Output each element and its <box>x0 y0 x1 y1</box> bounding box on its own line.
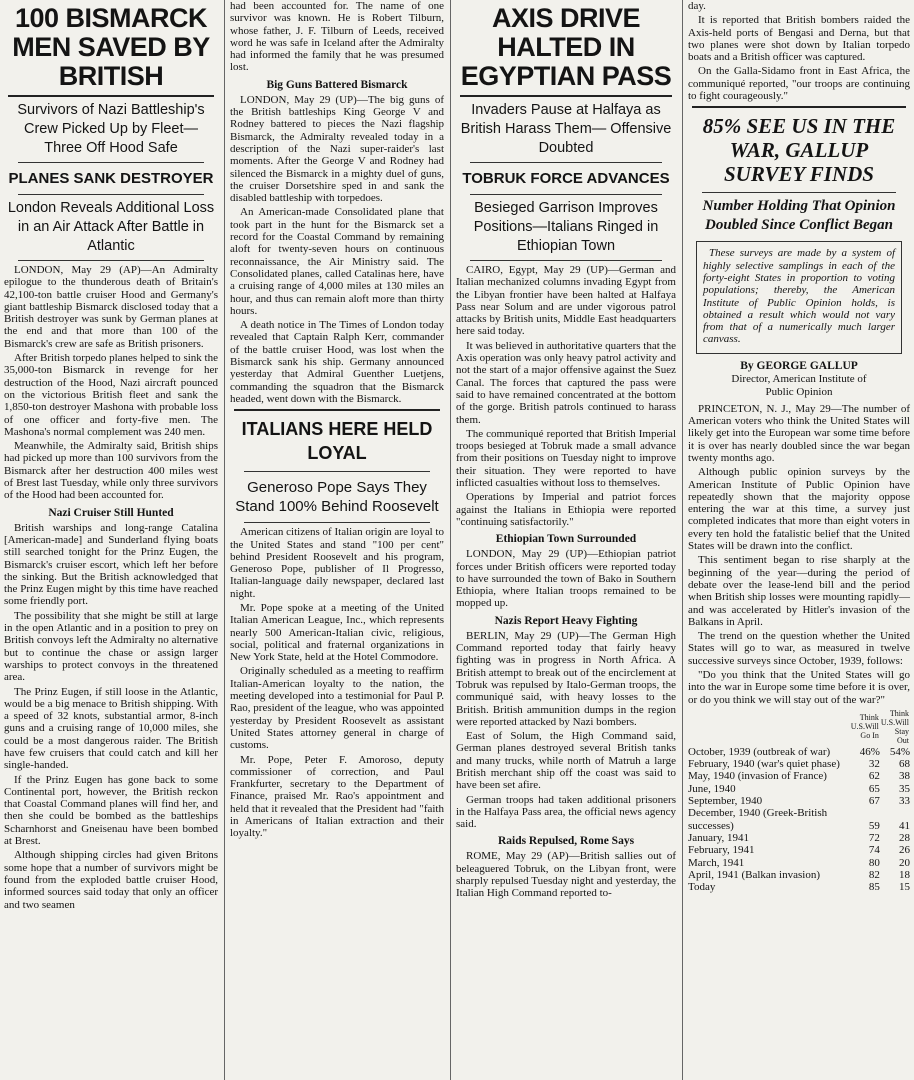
table-cell-stay-out: 35 <box>899 782 910 795</box>
paragraph: The trend on the question whether the United States will go to war, as measured in twelve successive surveys since October, 1939, follows: <box>688 630 910 667</box>
paragraph: Although public opinion surveys by the American Institute of Public Opinion have repeatedly shown that the majority oppose entering the war at this time, a survey just completed indicates that more than eight voters in every ten hold the fatalistic belief that the United States will be drawn into the conflict. <box>688 466 910 553</box>
paragraph: An American-made Consolidated plane that took part in the hunt for the Bismarck set a record for the Coastal Command by remaining aloft for twenty-seven hours on continuous reconnaissance, the Air Ministry said. The Consolidated planes, called Catalinas here, have a cruising range of 4,000 miles at 130 miles an hour, and thus can remain aloft more than thirty hours. <box>230 206 444 317</box>
divider <box>8 95 214 97</box>
deck-london-reveals: London Reveals Additional Loss in an Air Attack After Battle in Atlantic <box>7 200 215 254</box>
paragraph: Mr. Pope, Peter F. Amoroso, deputy commissioner of correction, and Paul Frankfurter, secretary to the Department of Finance, praised Mr. Rao's appointment and held that it revealed that the President had "faith in Americans of Italian extraction and their loyalty." <box>230 753 444 840</box>
divider <box>470 194 662 195</box>
byline-title: Public Opinion <box>765 385 833 398</box>
column-rule <box>682 0 683 1080</box>
deck-generoso-pope: Generoso Pope Says They Stand 100% Behind Roosevelt <box>235 479 439 516</box>
table-header-stay-out: Think U.S.Will Stay Out <box>880 708 909 745</box>
subhead-ethiopian-town: Ethiopian Town Surrounded <box>495 533 637 546</box>
divider <box>702 192 896 193</box>
deck-invaders-pause: Invaders Pause at Halfaya as British Harass Them— Offensive Doubted <box>460 102 672 156</box>
table-cell-period: February, 1940 (war's quiet phase) <box>688 758 840 771</box>
paragraph: LONDON, May 29 (UP)—The big guns of the British battleships King George V and Rodney battered to pieces the Nazi flagship Bismarck, the Admiralty revealed today in a description of the Nazi super-raider's last moments. After the George V and Rodney had silenced the Bismarck in a mighty duel of guns, the cruiser Dorsetshire sped in and sank the disabled battleship with torpedoes. <box>230 93 444 205</box>
table-header-go-in: Think U.S.Will Go In <box>850 713 879 741</box>
paragraph: The possibility that she might be still at large in the open Atlantic and in a position to prey on British convoys left the Admiralty no alternative but to continue the chase or assign larger warships to protect convoys in the threatened area. <box>4 609 218 684</box>
table-cell-go-in: 82 <box>868 868 880 881</box>
deck-besieged-garrison: Besieged Garrison Improves Positions—Italians Ringed in Ethiopian Town <box>473 200 659 254</box>
table-cell-go-in: 74 <box>868 844 880 857</box>
subhead-nazi-cruiser: Nazi Cruiser Still Hunted <box>48 506 174 519</box>
paragraph: BERLIN, May 29 (UP)—The German High Command reported today that fairly heavy fighting was in progress in North Africa. A British attempt to break out of the encirclement at Tobruk was repulsed by Italo-German troops, the communiqué said, with heavy losses to the British. British ammunition dumps in the region were reported attacked by Nazi bombers. <box>456 629 676 728</box>
divider <box>692 106 906 108</box>
table-row <box>688 746 910 758</box>
byline-title: Director, American Institute of <box>731 372 867 385</box>
divider <box>470 260 662 261</box>
article-body <box>4 264 218 911</box>
methodology-note-box <box>696 241 902 353</box>
table-cell-go-in: 46% <box>859 745 880 758</box>
table-row <box>688 795 910 807</box>
table-cell-go-in: 80 <box>868 856 880 869</box>
divider <box>460 95 672 97</box>
table-cell-go-in: 62 <box>868 770 880 783</box>
paragraph: It was believed in authoritative quarters that the Axis operation was only heavy patrol activity and not the start of a major offensive against the Suez Canal. The forces that captured the pass were said to have remained concentrated at the bottom of the gorge. British patrols continued to harass them. <box>456 339 676 426</box>
paragraph: The Prinz Eugen, if still loose in the Atlantic, would be a big menace to British shipping. With a speed of 32 knots, substantial armor, 8-inch guns and a cruising range of 10,000 miles, she could be a most dangerous raider. The British have few cruisers that could catch and kill her single-handed. <box>4 685 218 772</box>
divider <box>234 409 440 411</box>
table-cell-period: April, 1941 (Balkan invasion) <box>688 868 820 881</box>
subhead-raids-repulsed: Raids Repulsed, Rome Says <box>497 835 635 848</box>
paragraph: On the Galla-Sidamo front in East Africa, the communiqué reported, "our troops are continuing to fight courageously." <box>688 65 910 103</box>
table-cell-go-in: 65 <box>868 782 880 795</box>
table-cell-stay-out: 18 <box>899 868 910 881</box>
paragraph: LONDON, May 29 (AP)—An Admiralty epilogue to the thunderous death of Britain's 42,100-ton battle cruiser Hood and Germany's giant battleship Bismarck disclosed today that a British destroyer was sunk by German planes at the end and that more than 100 of the Bismarck's crew are safe as British prisoners. <box>4 264 218 350</box>
divider <box>244 471 430 472</box>
paragraph: Meanwhile, the Admiralty said, British ships had picked up more than 100 survivors from the Bismarck after her destruction 400 miles west of Brest last Tuesday, while only three survivors of the Hood had been accounted for. <box>4 440 218 502</box>
divider <box>18 162 204 163</box>
paragraph: East of Solum, the High Command said, German planes destroyed several British tanks and many trucks, while north of Matruh a large British merchant ship off the coast was said to have been set afire. <box>456 730 676 792</box>
table-row <box>688 869 910 881</box>
paragraph: PRINCETON, N. J., May 29—The number of American voters who think the United States will likely get into the European war some time before it is over has nearly doubled since the war began twenty months ago. <box>688 402 910 464</box>
table-header-row <box>688 708 910 746</box>
table-row <box>688 783 910 795</box>
column-axis-drive <box>452 0 680 1080</box>
paragraph: The communiqué reported that British Imperial troops besieged at Tobruk made a small advance from their positions on Tuesday night to improve their situation. They were reported to have inflicted casualties without loss to themselves. <box>456 427 676 490</box>
headline-gallup: 85% SEE US IN THE WAR, GALLUP SURVEY FINDS <box>702 114 896 187</box>
column-rule <box>224 0 225 1080</box>
table-cell-period: October, 1939 (outbreak of war) <box>688 745 831 758</box>
table-cell-period: Today <box>688 881 716 894</box>
methodology-note: These surveys are made by a system of highly selective samplings in each of the forty-eight States in proportion to voting populations; thereby, the American Institute of Public Opinion holds, is obtained a result which would not vary from that of a numerically much larger canvass. <box>703 247 895 346</box>
table-cell-stay-out: 68 <box>899 758 910 771</box>
paragraph: Mr. Pope spoke at a meeting of the United Italian American League, Inc., which represents nearly 500 American-Italian civic, religious, social, political and fraternal organizations in New York State, held at the Hotel Commodore. <box>230 601 444 664</box>
table-cell-period: June, 1940 <box>688 782 736 795</box>
deck-tobruk-force: TOBRUK FORCE ADVANCES <box>462 170 670 187</box>
subhead-big-guns: Big Guns Battered Bismarck <box>266 78 408 91</box>
paragraph: Originally scheduled as a meeting to reaffirm Italian-American loyalty to the nation, the meeting developed into a testimonial for Paul P. Rao, president of the league, who was appointed yesterday by President Roosevelt as assistant United States attorney general in charge of customs. <box>230 665 444 752</box>
divider <box>18 260 204 261</box>
table-cell-period: May, 1940 (invasion of France) <box>688 770 827 783</box>
divider <box>244 522 430 523</box>
column-bismarck <box>0 0 222 1080</box>
paragraph: CAIRO, Egypt, May 29 (UP)—German and Italian mechanized columns invading Egypt from the Libyan frontier have been halted at Halfaya Pass near Solum and are under vigorous patrol attacks by British units, Middle East headquarters here said today. <box>456 264 676 338</box>
table-cell-period: February, 1941 <box>688 844 755 857</box>
table-row <box>688 857 910 869</box>
paragraph: After British torpedo planes helped to sink the 35,000-ton Bismarck in revenge for her destruction of the Hood, Nazi aircraft pounced on the victorious British fleet and sank the 1,850-ton destroyer Mashona with probable loss of one officer and forty-five men. The Mashona's normal complement was 240 men. <box>4 352 218 438</box>
table-cell-period: January, 1941 <box>688 831 749 844</box>
paragraph: It is reported that British bombers raided the Axis-held ports of Bengasi and Derna, but that two planes were shot down by Italian torpedo boats and a British officer was captured. <box>688 14 910 64</box>
table-row <box>688 770 910 782</box>
table-row <box>688 807 910 832</box>
table-cell-stay-out: 15 <box>899 881 910 894</box>
divider <box>470 162 662 163</box>
paragraph: British warships and long-range Catalina [American-made] and Sunderland flying boats still searched tonight for the Prinz Eugen, the Bismarck's cruiser escort, which left her before the sinking. But the British acknowledged that the Prinz Eugen might by this time have reached some friendly port. <box>4 521 218 608</box>
table-cell-go-in: 59 <box>868 819 880 832</box>
table-cell-go-in: 72 <box>868 831 880 844</box>
paragraph: LONDON, May 29 (UP)—Ethiopian patriot forces under British officers were reported today to have surrounded the town of Bako in Southern Ethiopia, where Italian troops remained to be mopped up. <box>456 548 676 610</box>
table-row <box>688 881 910 893</box>
table-cell-stay-out: 20 <box>899 856 910 869</box>
byline: By GEORGE GALLUP <box>740 359 858 372</box>
table-cell-period: September, 1940 <box>688 795 763 808</box>
table-cell-stay-out: 54% <box>889 745 910 758</box>
table-cell-period: December, 1940 (Greek-British successes) <box>688 807 828 832</box>
table-cell-go-in: 85 <box>868 881 880 894</box>
deck-number-holding: Number Holding That Opinion Doubled Since Conflict Began <box>702 198 896 234</box>
headline-italians-loyal: ITALIANS HERE HELD LOYAL <box>241 419 433 464</box>
column-big-guns <box>226 0 448 1080</box>
subhead-nazis-report: Nazis Report Heavy Fighting <box>494 614 638 627</box>
paragraph: had been accounted for. The name of one survivor was known. He is Robert Tilburn, whose father, J. F. Tilburn of Leeds, received word he was safe in Iceland after the Admiralty had informed the family that he was presumed lost. <box>230 0 444 74</box>
deck-planes-sank: PLANES SANK DESTROYER <box>8 170 214 187</box>
survey-table <box>688 708 910 894</box>
paragraph: This sentiment began to rise sharply at the beginning of the year—during the period of debate over the lease-lend bill and the period when British ship losses were mounting rapidly—and was accelerated by Hitler's invasion of the Balkans in April. <box>688 554 910 628</box>
deck-survivors: Survivors of Nazi Battleship's Crew Picked Up by Fleet— Three Off Hood Safe <box>17 102 205 156</box>
headline-bismarck: 100 BISMARCK MEN SAVED BY BRITISH <box>12 3 210 91</box>
paragraph: American citizens of Italian origin are loyal to the United States and stand "100 per cent" behind President Roosevelt and his program, Generoso Pope, publisher of Il Progresso, Italian-language daily newspaper, declared last night. <box>230 526 444 600</box>
table-cell-stay-out: 38 <box>899 770 910 783</box>
table-cell-stay-out: 41 <box>899 819 910 832</box>
table-row <box>688 832 910 844</box>
column-rule <box>450 0 451 1080</box>
paragraph: If the Prinz Eugen has gone back to some Continental port, however, the British reckon that Coastal Command planes will find her, and then she could be bombed as the battleships Scharnhorst and Gneisenau have been bombed at Brest. <box>4 773 218 848</box>
paragraph: ROME, May 29 (AP)—British sallies out of beleaguered Tobruk, on the Libyan front, were sharply repulsed Tuesday night and yesterday, the Italian High Command reported to- <box>456 850 676 900</box>
table-row <box>688 844 910 856</box>
divider <box>18 194 204 195</box>
paragraph: Operations by Imperial and patriot forces against the Italians in Ethiopia were reported "continuing satisfactorily." <box>456 491 676 528</box>
table-cell-stay-out: 33 <box>899 795 910 808</box>
paragraph: German troops had taken additional prisoners in the Halfaya Pass area, the official news agency said. <box>456 793 676 831</box>
table-cell-go-in: 67 <box>868 795 880 808</box>
table-cell-stay-out: 28 <box>899 831 910 844</box>
column-gallup <box>684 0 914 1080</box>
paragraph: day. <box>688 0 706 12</box>
table-cell-go-in: 32 <box>868 758 880 771</box>
table-cell-period: March, 1941 <box>688 856 745 869</box>
paragraph: "Do you think that the United States will go into the war in Europe some time before it is over, or do you think we will stay out of the war?" <box>688 668 910 706</box>
table-row <box>688 758 910 770</box>
paragraph: A death notice in The Times of London today revealed that Captain Ralph Kerr, commander of the battle cruiser Hood, was lost when the Bismarck sank his ship. Germany announced yesterday that Admiral Guenther Luetjens, commanding the squadron that the Bismarck headed, went down with the Bismarck. <box>230 319 444 405</box>
paragraph: Although shipping circles had given Britons some hope that a number of survivors might be found from the exploded battle cruiser Hood, informed sources said today that only an officer and two seamen <box>4 849 218 911</box>
headline-axis-drive: AXIS DRIVE HALTED IN EGYPTIAN PASS <box>460 3 672 91</box>
table-cell-stay-out: 26 <box>899 844 910 857</box>
